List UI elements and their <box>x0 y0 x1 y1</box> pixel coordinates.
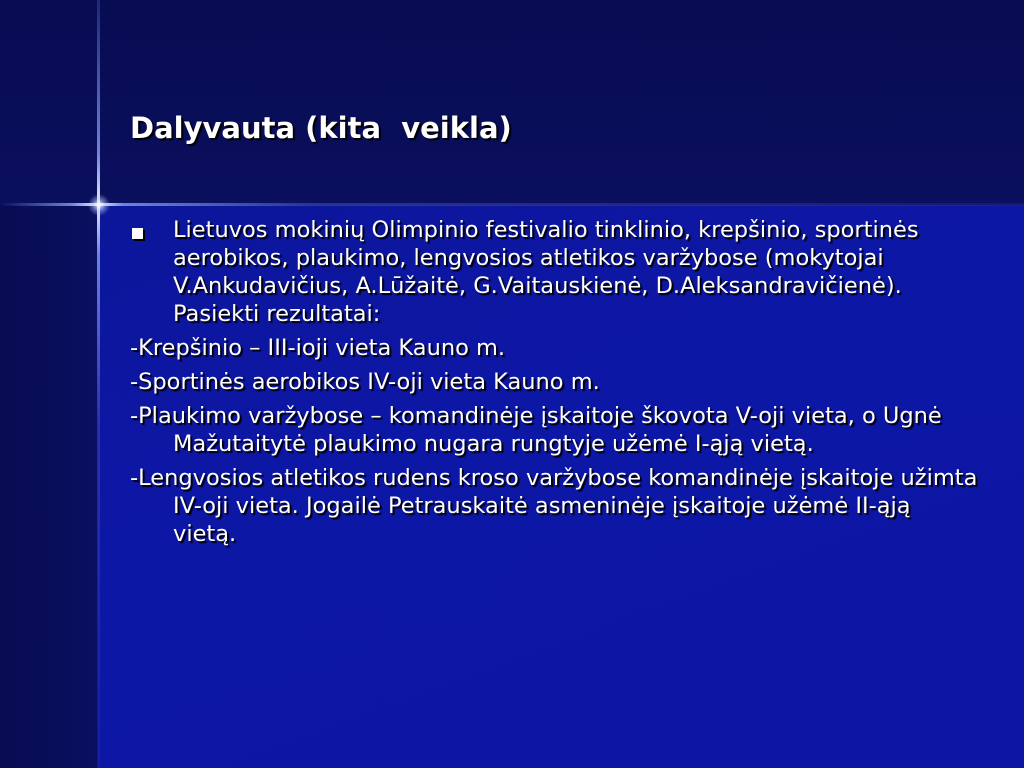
slide-header-background <box>0 0 1024 205</box>
result-item-aerobics: -Sportinės aerobikos IV-oji vieta Kauno m. <box>130 369 600 395</box>
slide-title: Dalyvauta (kita veikla) <box>130 111 512 145</box>
result-item-athletics: -Lengvosios atletikos rudens kroso varžybose komandinėje įskaitoje užimta IV-oji vieta. Jogailė Petrauskaitė asmeninėje įskaitoje užėmė II-ąją vietą. <box>130 465 978 547</box>
slide-body <box>130 216 980 554</box>
slide-left-band <box>0 205 98 768</box>
result-item-basketball: -Krepšinio – III-ioji vieta Kauno m. <box>130 335 506 361</box>
flare-horizontal-line <box>0 203 1024 206</box>
bullet-text: Lietuvos mokinių Olimpinio festivalio tinklinio, krepšinio, sportinės aerobikos, plaukimo, lengvosios atletikos varžybose (mokytojai V.Ankudavičius, A.Lūžaitė, G.Vaitauskienė, D.Aleksandravičienė). Pasiekti rezultatai: <box>173 217 919 327</box>
square-bullet-icon <box>132 228 143 239</box>
star-flare-icon <box>88 194 110 216</box>
bullet-item <box>130 216 980 328</box>
result-item-swimming: -Plaukimo varžybose – komandinėje įskaitoje škovota V-oji vieta, o Ugnė Mažutaitytė plaukimo nugara rungtyje užėmė I-ąją vietą. <box>130 403 942 457</box>
flare-vertical-line <box>97 0 100 768</box>
